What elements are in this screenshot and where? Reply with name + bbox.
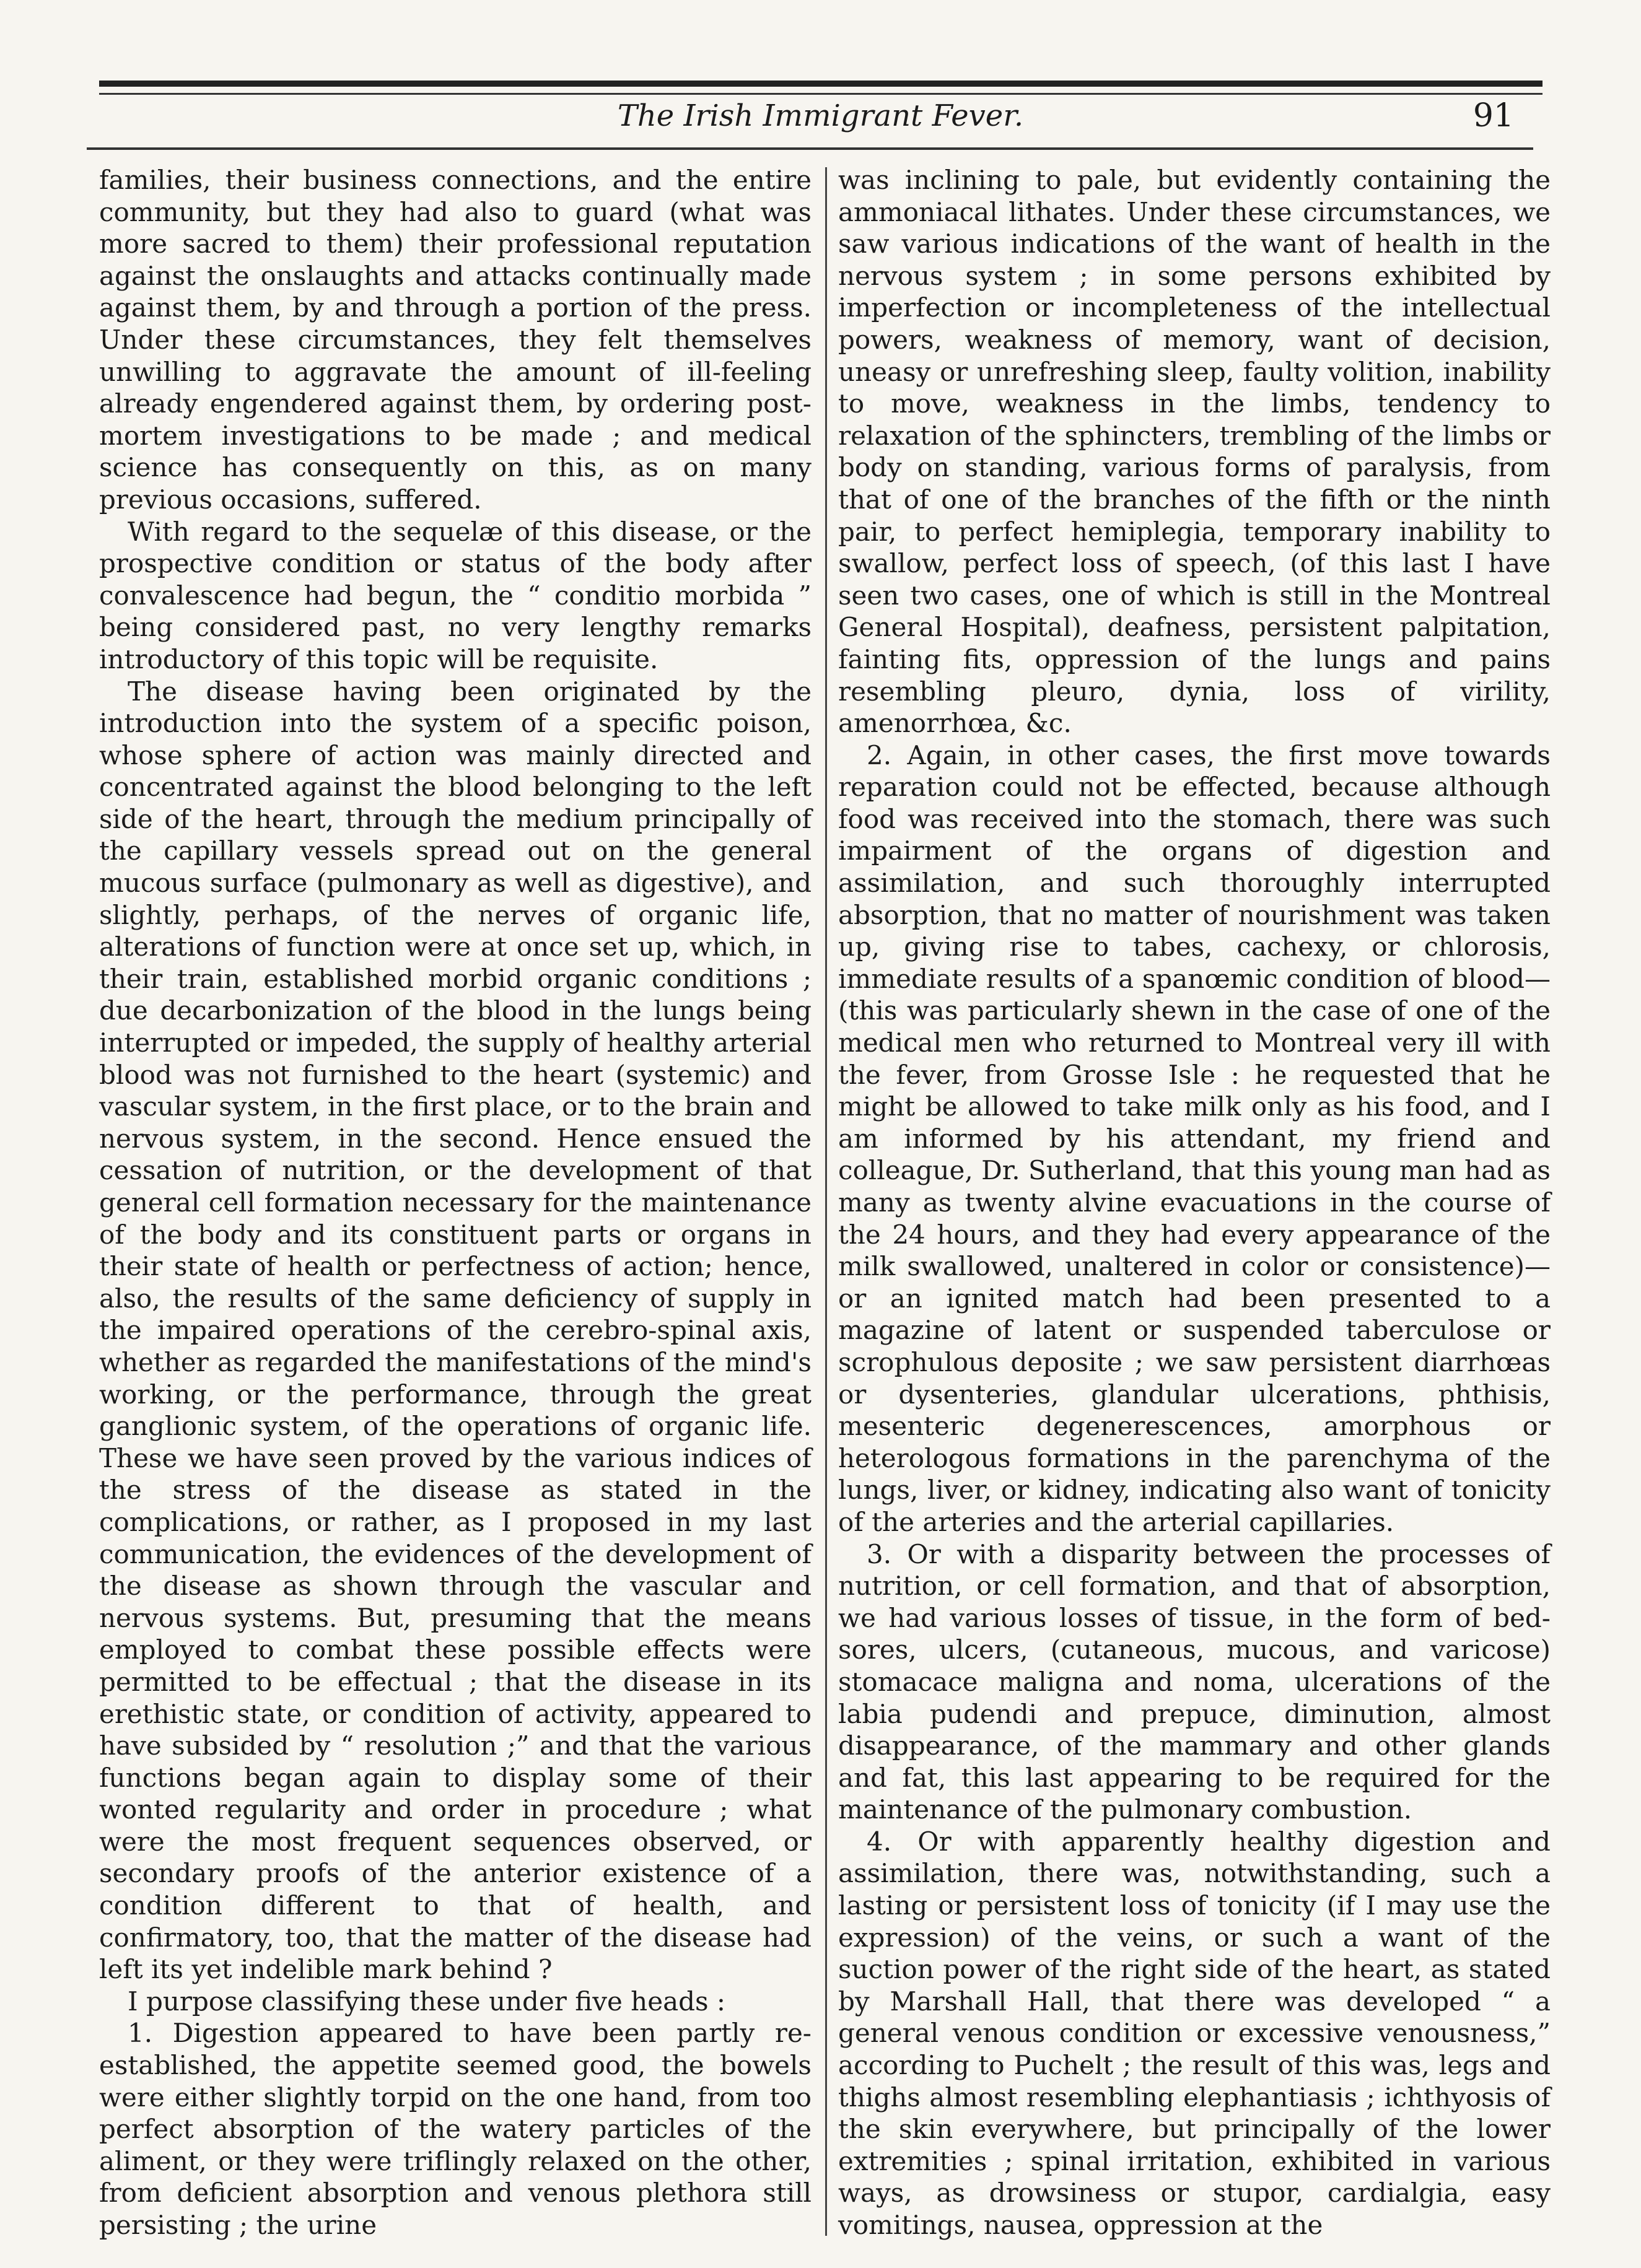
left-column	[99, 164, 812, 2241]
page-number: 91	[1473, 97, 1514, 134]
paragraph: families, their business connections, and the entire community, but they had also to guard (what was more sacred to them) their professional reputation against the onslaughts and attacks continually made against them, by and through a portion of the press. Under these circumstances, they felt themselves unwilling to aggravate the amount of ill-feeling already engendered against them, by ordering post-mortem investigations to be made ; and medical science has consequently on this, as on many previous occasions, suffered.	[99, 165, 812, 515]
column-divider	[825, 167, 827, 2236]
running-title: The Irish Immigrant Fever.	[617, 98, 1024, 133]
paragraph: The disease having been originated by the introduction into the system of a specific poison, whose sphere of action was mainly directed and concentrated against the blood belonging to the left side of the heart, through the medium principally of the capillary vessels spread out on the general mucous surface (pulmonary as well as digestive), and slightly, perhaps, of the nerves of organic life, alterations of function were at once set up, which, in their train, established morbid organic conditions ; due decarbonization of the blood in the lungs being interrupted or impeded, the supply of healthy arterial blood was not furnished to the heart (systemic) and vascular system, in the first place, or to the brain and nervous system, in the second. Hence ensued the cessation of nutrition, or the development of that general cell formation necessary for the maintenance of the body and its constituent parts or organs in their state of health or perfectness of action; hence, also, the results of the same deficiency of supply in the impaired operations of the cerebro-spinal axis, whether as regarded the manifestations of the mind's working, or the performance, through the great ganglionic system, of the operations of organic life. These we have seen proved by the various indices of the stress of the disease as stated in the complications, or rather, as I proposed in my last communication, the evidences of the development of the disease as shown through the vascular and nervous systems. But, presuming that the means employed to combat these possible effects were permitted to be effectual ; that the disease in its erethistic state, or condition of activity, appeared to have subsided by “ resolution ;” and that the various functions began again to display some of their wonted regularity and order in procedure ; what were the most frequent sequences observed, or secondary proofs of the anterior existence of a condition different to that of health, and confirmatory, too, that the matter of the disease had left its yet indelible mark behind ?	[99, 676, 812, 1985]
paragraph: With regard to the sequelæ of this disease, or the prospective condition or status of the body after convalescence had begun, the “ conditio morbida ” being considered past, no very lengthy remarks introductory of this topic will be requisite.	[99, 516, 812, 674]
paragraph: 1. Digestion appeared to have been partly re-established, the appetite seemed good, the bowels were either slightly torpid on the one hand, from too perfect absorption of the watery particles of the aliment, or they were triflingly relaxed on the other, from deficient absorption and venous plethora still persisting ; the urine	[99, 2018, 812, 2240]
paragraph: I purpose classifying these under five heads :	[128, 1986, 726, 2017]
paragraph: 3. Or with a disparity between the processes of nutrition, or cell formation, and that of absorption, we had various losses of tissue, in the form of bed-sores, ulcers, (cutaneous, mucous, and varicose) stomacace maligna and noma, ulcerations of the labia pudendi and prepuce, diminution, almost disappearance, of the mammary and other glands and fat, this last appearing to be required for the maintenance of the pulmonary combustion.	[838, 1538, 1551, 1825]
paragraph: was inclining to pale, but evidently containing the ammoniacal lithates. Under these circumstances, we saw various indications of the want of health in the nervous system ; in some persons exhibited by imperfection or incompleteness of the intellectual powers, weakness of memory, want of decision, uneasy or unrefreshing sleep, faulty volition, inability to move, weakness in the limbs, tendency to relaxation of the sphincters, trembling of the limbs or body on standing, various forms of paralysis, from that of one of the branches of the fifth or the ninth pair, to perfect hemiplegia, temporary inability to swallow, perfect loss of speech, (of this last I have seen two cases, one of which is still in the Montreal General Hospital), deafness, persistent palpitation, fainting fits, oppression of the lungs and pains resembling pleuro, dynia, loss of virility, amenorrhœa, &c.	[838, 165, 1551, 739]
paragraph: 4. Or with apparently healthy digestion and assimilation, there was, notwithstanding, such a lasting or persistent loss of tonicity (if I may use the expression) of the veins, or such a want of the suction power of the right side of the heart, as stated by Marshall Hall, that there was developed “ a general venous condition or excessive venousness,” according to Puchelt ; the result of this was, legs and thighs almost resembling elephantiasis ; ichthyosis of the skin everywhere, but principally of the lower extremities ; spinal irritation, exhibited in various ways, as drowsiness or stupor, cardialgia, easy vomitings, nausea, oppression at the	[838, 1826, 1551, 2240]
header-double-rule	[99, 81, 1543, 87]
header-underline-rule	[87, 147, 1533, 150]
right-column	[838, 164, 1551, 2241]
paragraph: 2. Again, in other cases, the first move towards reparation could not be effected, because although food was received into the stomach, there was such impairment of the organs of digestion and assimilation, and such thoroughly interrupted absorption, that no matter of nourishment was taken up, giving rise to tabes, cachexy, or chlorosis, immediate results of a spanœmic condition of blood—(this was particularly shewn in the case of one of the medical men who returned to Montreal very ill with the fever, from Grosse Isle : he requested that he might be allowed to take milk only as his food, and I am informed by his attendant, my friend and colleague, Dr. Sutherland, that this young man had as many as twenty alvine evacuations in the course of the 24 hours, and they had every appearance of the milk swallowed, unaltered in color or consistence)—or an ignited match had been presented to a magazine of latent or suspended taberculose or scrophulous deposite ; we saw persistent diarrhœas or dysenteries, glandular ulcerations, phthisis, mesenteric degenerescences, amorphous or heterologous formations in the parenchyma of the lungs, liver, or kidney, indicating also want of tonicity of the arteries and the arterial capillaries.	[838, 739, 1551, 1537]
